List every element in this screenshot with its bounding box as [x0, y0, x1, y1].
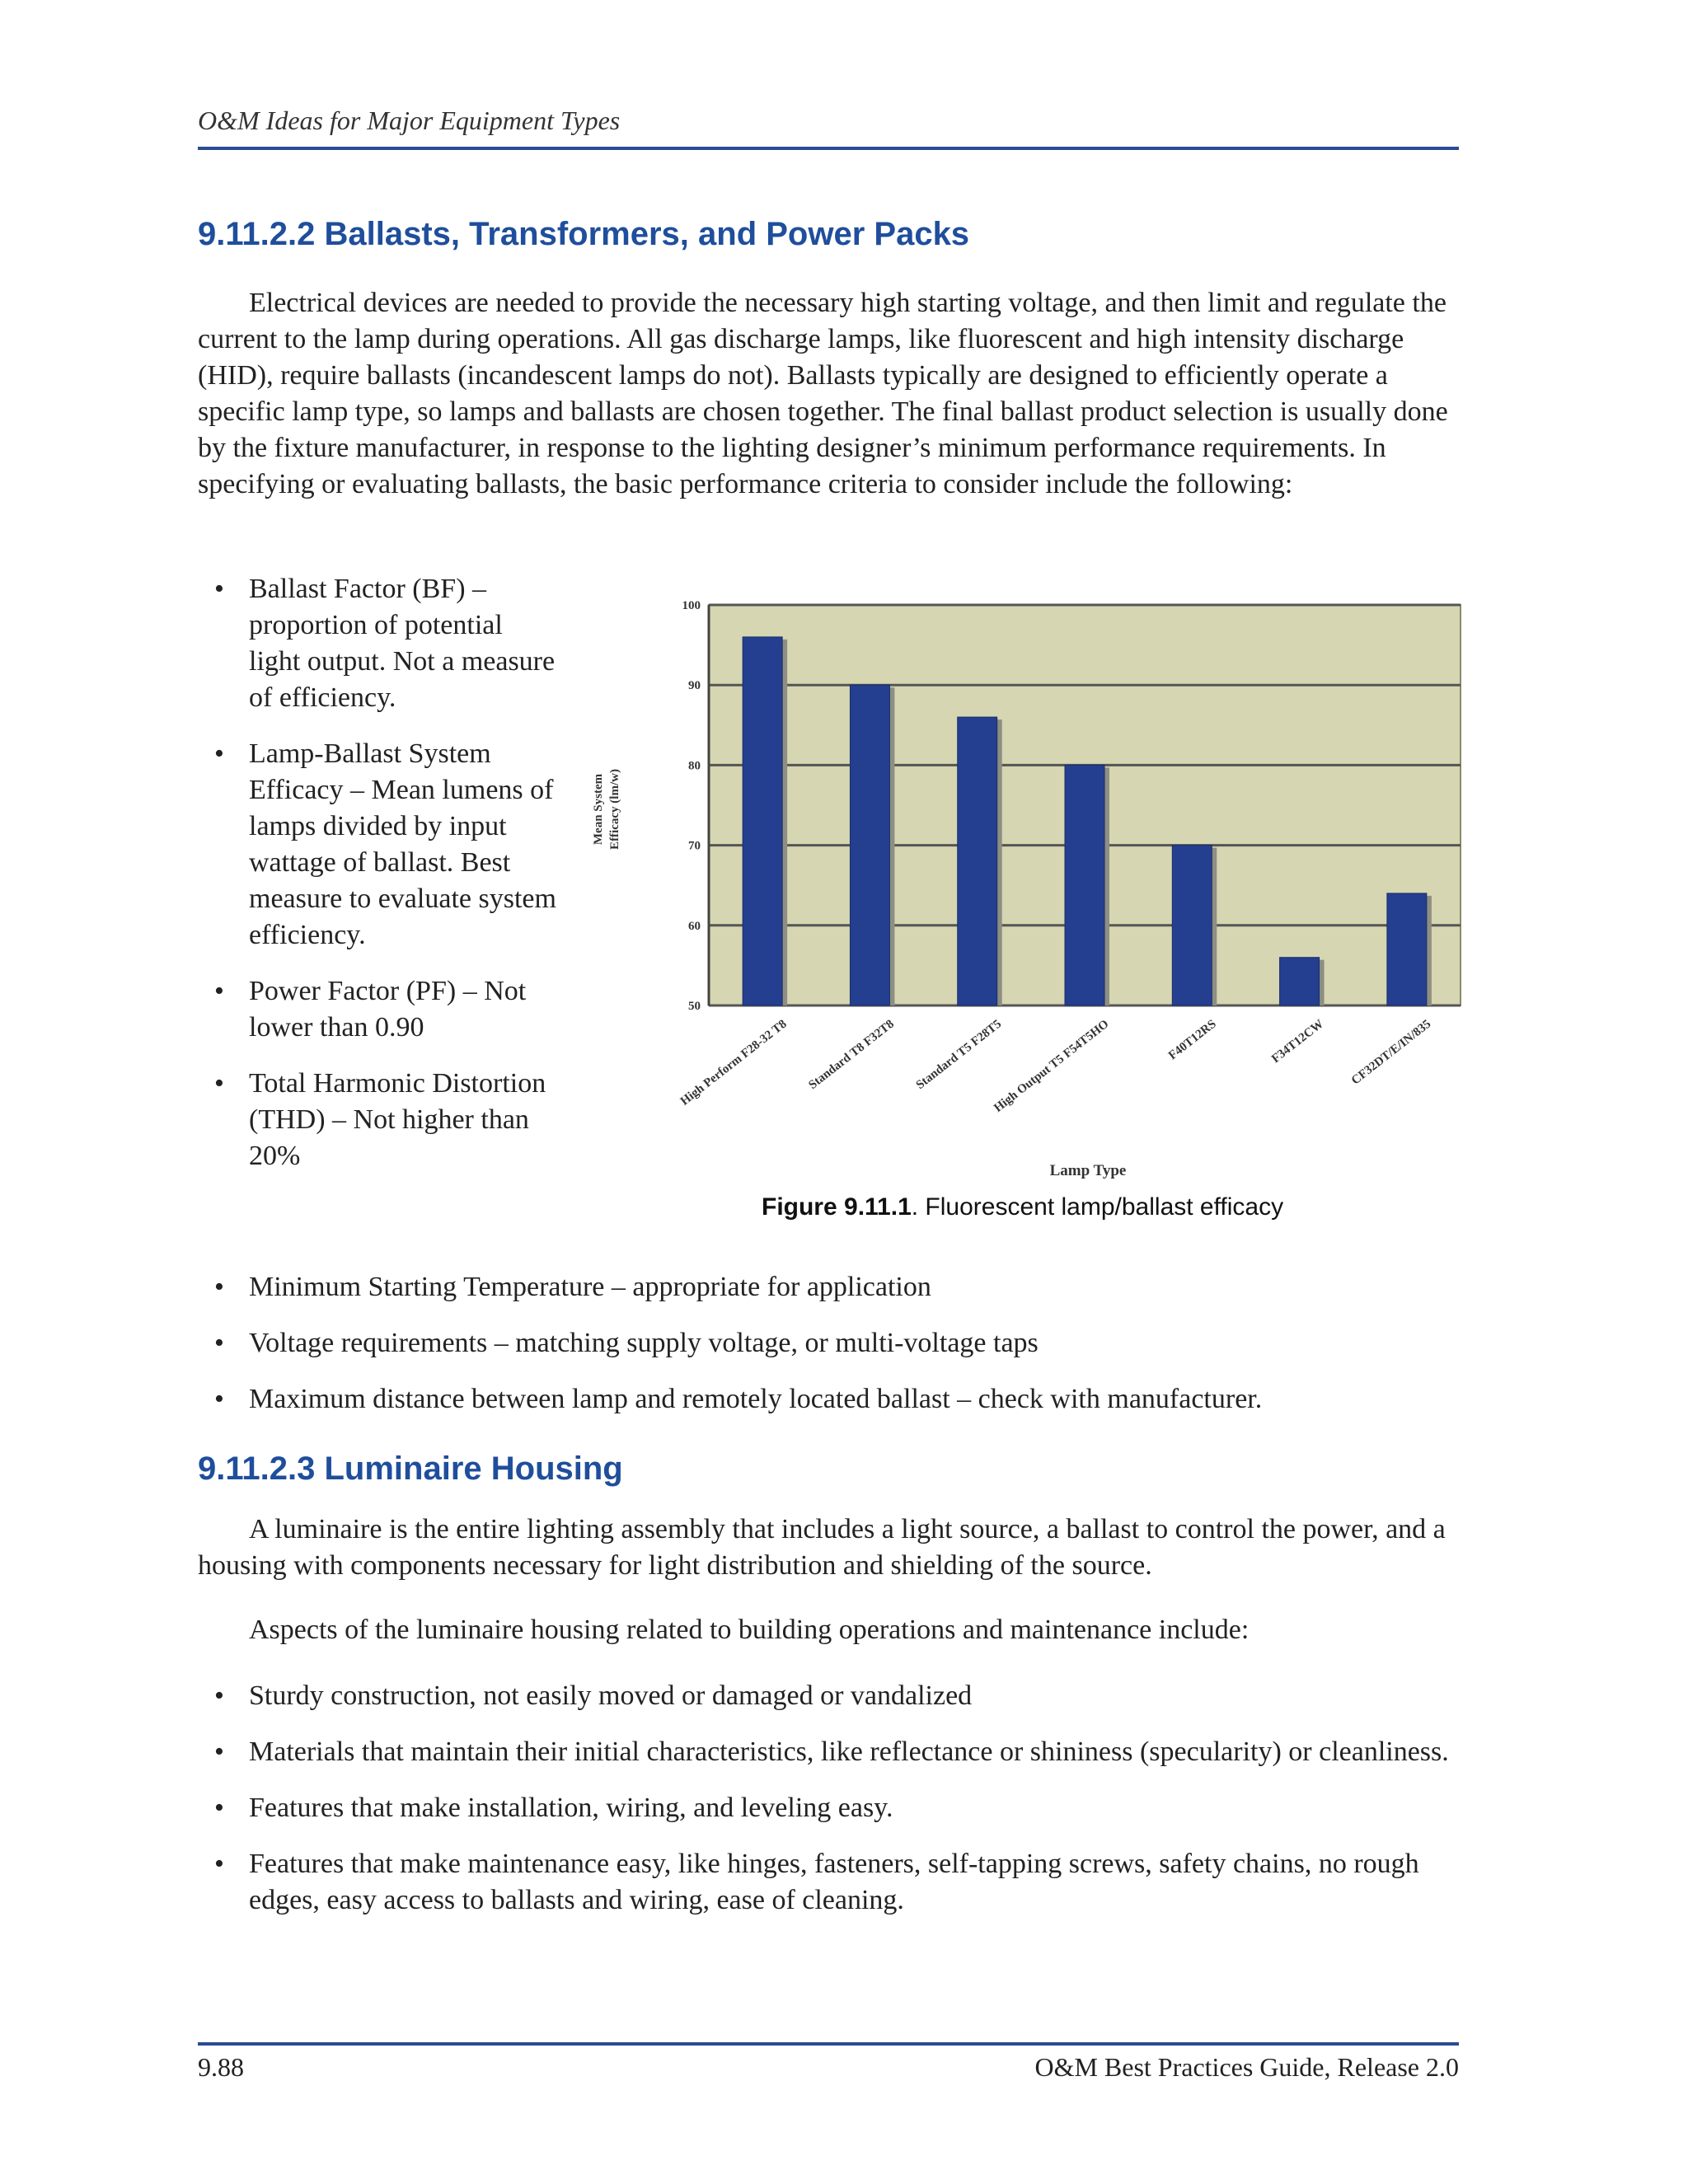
chart-bar [850, 685, 889, 1005]
chart-bar [743, 637, 782, 1005]
subsection-heading: 9.11.2.3 Luminaire Housing [198, 1451, 623, 1487]
chart-y-tick-label: 80 [688, 759, 701, 773]
list-item: • Materials that maintain their initial characteristics, like reflectance or shininess (specularity) or cleanliness. [198, 1734, 1484, 1770]
aspects-paragraph: Aspects of the luminaire housing related to building operations and maintenance include: [249, 1615, 1250, 1645]
chart-bar [1172, 846, 1212, 1005]
list-item: • Voltage requirements – matching supply voltage, or multi-voltage taps [198, 1325, 1484, 1361]
intro-paragraph: Electrical devices are needed to provide the necessary high starting voltage, and then limit and regulate the current to the lamp during operations. All gas discharge lamps, like fluorescent and high intensity discharge (HID), require ballasts (incandescent lamps do not). Ballasts typically are designed to efficiently operate a specific lamp type, so lamps and ballasts are chosen together. The final ballast product selection is usually done by the fixture manufacturer, in response to the lighting designer’s minimum performance requirements. In specifying or evaluating ballasts, the basic performance criteria to consider include the following: [198, 288, 1448, 499]
list-item: • Features that make installation, wiring, and leveling easy. [198, 1790, 1484, 1826]
header-rule [198, 147, 1459, 150]
footer-title: O&M Best Practices Guide, Release 2.0 [1034, 2052, 1459, 2082]
list-item: • Ballast Factor (BF) – proportion of potential light output. Not a measure of efficiency. [198, 571, 560, 716]
chart-x-tick-label: High Perform F28-32 T8 [678, 1017, 790, 1108]
section-heading: 9.11.2.2 Ballasts, Transformers, and Power Packs [198, 216, 970, 252]
chart-y-tick-label: 60 [688, 919, 701, 933]
running-header: O&M Ideas for Major Equipment Types [198, 105, 621, 135]
chart-x-axis-label: Lamp Type [1049, 1162, 1127, 1179]
housing-aspects-list [198, 1678, 1484, 1938]
chart-x-tick-label: F34T12CW [1269, 1017, 1327, 1066]
page-number: 9.88 [198, 2052, 244, 2082]
list-item: • Maximum distance between lamp and remotely located ballast – check with manufacturer. [198, 1381, 1484, 1418]
chart-x-tick-label: CF32DT/E/IN/835 [1348, 1017, 1434, 1088]
chart-y-tick-label: 90 [688, 679, 701, 693]
list-item: • Features that make maintenance easy, like hinges, fasteners, self-tapping screws, safety chains, no rough edges, easy access to ballasts and wiring, ease of cleaning. [198, 1846, 1484, 1919]
efficacy-chart [577, 595, 1467, 1188]
chart-y-tick-label: 70 [688, 839, 701, 853]
criteria-list-full [198, 1269, 1484, 1437]
list-item: • Power Factor (PF) – Not lower than 0.90 [198, 973, 560, 1046]
chart-bar [1387, 893, 1427, 1005]
chart-x-tick-label: F40T12RS [1166, 1017, 1219, 1063]
chart-x-tick-label: High Output T5 F54T5HO [992, 1017, 1112, 1115]
chart-y-ticks [682, 599, 701, 1013]
list-item: • Lamp-Ballast System Efficacy – Mean lumens of lamps divided by input wattage of ballast. Best measure to evaluate system efficiency. [198, 736, 560, 954]
list-item: • Minimum Starting Temperature – appropriate for application [198, 1269, 1484, 1305]
chart-bar [1065, 765, 1104, 1005]
footer-rule [198, 2042, 1459, 2046]
chart-x-ticks [678, 1018, 1433, 1115]
chart-x-tick-label: Standard T8 F32T8 [806, 1017, 897, 1092]
chart-y-axis-label: Mean System Efficacy (lm/w) [592, 769, 621, 850]
figure-number: Figure 9.11.1 [762, 1193, 912, 1221]
chart-bar [1280, 958, 1320, 1005]
chart-y-tick-label: 50 [688, 1000, 701, 1013]
criteria-list-left [198, 571, 560, 1194]
luminaire-paragraph: A luminaire is the entire lighting assembly that includes a light source, a ballast to control the power, and a housing with components necessary for light distribution and shielding of the source. [198, 1514, 1446, 1581]
figure-caption-text: . Fluorescent lamp/ballast efficacy [911, 1193, 1284, 1221]
figure-caption [762, 1193, 1283, 1221]
chart-x-tick-label: Standard T5 F28T5 [913, 1017, 1005, 1092]
chart-svg [577, 595, 1467, 1188]
list-item: • Sturdy construction, not easily moved or damaged or vandalized [198, 1678, 1484, 1714]
list-item: • Total Harmonic Distortion (THD) – Not higher than 20% [198, 1066, 560, 1174]
chart-y-tick-label: 100 [682, 599, 701, 612]
chart-bar [958, 717, 997, 1005]
